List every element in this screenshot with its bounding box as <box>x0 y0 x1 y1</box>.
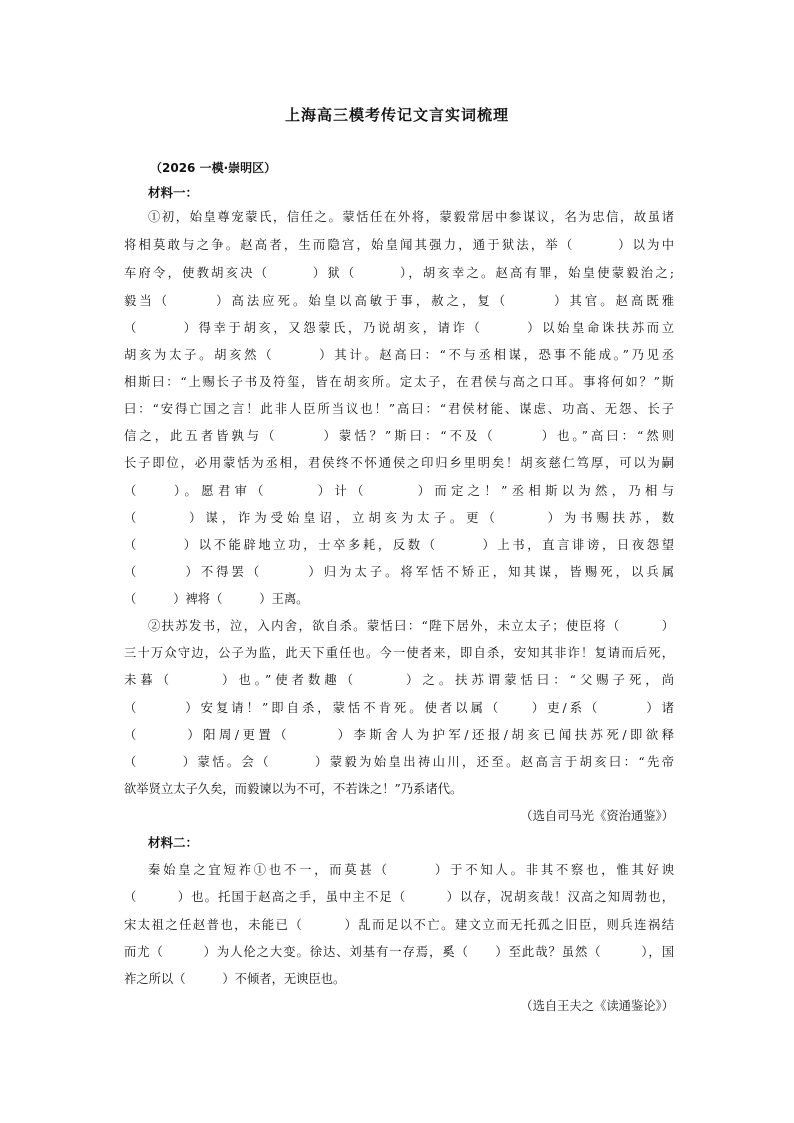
m1-line-13: （ ）以不能辟地立功，士卒多耗，反数（ ）上书，直言诽谤，日夜怨望 <box>124 538 674 552</box>
m1-line-4: 毅当（ ）高法应死。始皇以高敏于事，赦之，复（ ）其官。赵高既雅 <box>124 294 674 308</box>
material2-heading: 材料二： <box>148 835 199 850</box>
m1-line-5: （ ）得幸于胡亥，又怨蒙氏，乃说胡亥，请诈（ ）以始皇命诛扶苏而立 <box>124 321 674 335</box>
m1-line-9: 信之，此五者皆孰与（ ）蒙恬？”斯曰：“不及（ ）也。”高曰：“然则 <box>124 429 674 443</box>
m1-line-6: 胡亥为太子。胡亥然（ ）其计。赵高曰：“不与丞相谋，恐事不能成。”乃见丞 <box>124 348 674 362</box>
source-label: （2026 一模·崇明区） <box>150 161 277 175</box>
m1-line-11: （ ）。愿君审（ ）计（ ）而定之！”丞相斯以为然，乃相与 <box>124 484 674 498</box>
m1-line-3: 车府令，使教胡亥决（ ）狱（ ），胡亥幸之。赵高有罪，始皇使蒙毅治之; <box>124 266 674 280</box>
m1-line-8: 曰：“安得亡国之言！此非人臣所当议也！”高曰：“君侯材能、谋虑、功高、无怨、长子 <box>124 402 674 416</box>
m1-line-19: （ ）安复请！”即自杀，蒙恬不肯死。使者以属（ ）吏/系（ ）诸 <box>124 701 674 715</box>
m2-line-3: 宋太祖之任赵普也，未能已（ ）乱而足以不亡。建文立而无托孤之旧臣，则兵连祸结 <box>124 918 674 932</box>
m2-line-1: 秦始皇之宜短祚①也不一，而莫甚（ ）于不知人。非其不察也，惟其好谀 <box>148 863 674 877</box>
m1-line-16: ②扶苏发书，泣，入内舍，欲自杀。蒙恬曰：“陛下居外，未立太子；使臣将（ ） <box>148 619 674 633</box>
m1-line-21: （ ）蒙恬。会（ ）蒙毅为始皇出祷山川，还至。赵高言于胡亥曰：“先帝 <box>124 755 674 769</box>
m1-line-20: （ ）阳周/更置（ ）李斯舍人为护军/还报/胡亥已闻扶苏死/即欲释 <box>124 728 674 742</box>
m1-citation: （选自司马光《资治通鉴》） <box>520 809 674 823</box>
m1-line-22: 欲举贤立太子久矣，而毅谏以为不可，不若诛之！”乃系诸代。 <box>124 782 463 796</box>
m1-line-17: 三十万众守边，公子为监，此天下重任也。今一使者来，即自杀，安知其非诈！复请而后死， <box>124 646 674 660</box>
material1-heading: 材料一： <box>148 185 199 200</box>
m1-line-18: 未暮（ ）也。”使者数趣（ ）之。扶苏谓蒙恬曰：“父赐子死，尚 <box>124 673 674 687</box>
m1-line-2: 将相莫敢与之争。赵高者，生而隐宫，始皇闻其强力，通于狱法，举（ ）以为中 <box>124 238 674 252</box>
m1-line-10: 长子即位，必用蒙恬为丞相，君侯终不怀通侯之印归乡里明矣！胡亥慈仁笃厚，可以为嗣 <box>124 456 674 470</box>
m1-line-15: （ ）裨将（ ）王离。 <box>124 592 309 606</box>
m2-line-2: （ ）也。托国于赵高之手，虽中主不足（ ）以存，况胡亥哉！汉高之知周勃也， <box>124 890 674 904</box>
document-title: 上海高三模考传记文言实词梳理 <box>284 106 509 124</box>
m2-line-4: 而尤（ ）为人伦之大变。徐达、刘基有一存焉，奚（ ）至此哉？虽然（ ），国 <box>124 945 674 959</box>
m1-line-7: 相斯曰：“上赐长子书及符玺，皆在胡亥所。定太子，在君侯与高之口耳。事将何如？”斯 <box>124 375 674 389</box>
m1-line-14: （ ）不得罢（ ）归为太子。将军恬不矫正，知其谋，皆赐死，以兵属 <box>124 565 674 579</box>
m1-line-12: （ ）谋，诈为受始皇诏，立胡亥为太子。更（ ）为书赐扶苏，数 <box>124 511 674 525</box>
m2-line-5: 祚之所以（ ）不倾者，无谀臣也。 <box>124 972 346 986</box>
m1-line-1: ①初，始皇尊宠蒙氏，信任之。蒙恬任在外将，蒙毅常居中参谋议，名为忠信，故虽诸 <box>148 210 674 224</box>
m2-citation: （选自王夫之《读通鉴论》） <box>520 999 674 1013</box>
